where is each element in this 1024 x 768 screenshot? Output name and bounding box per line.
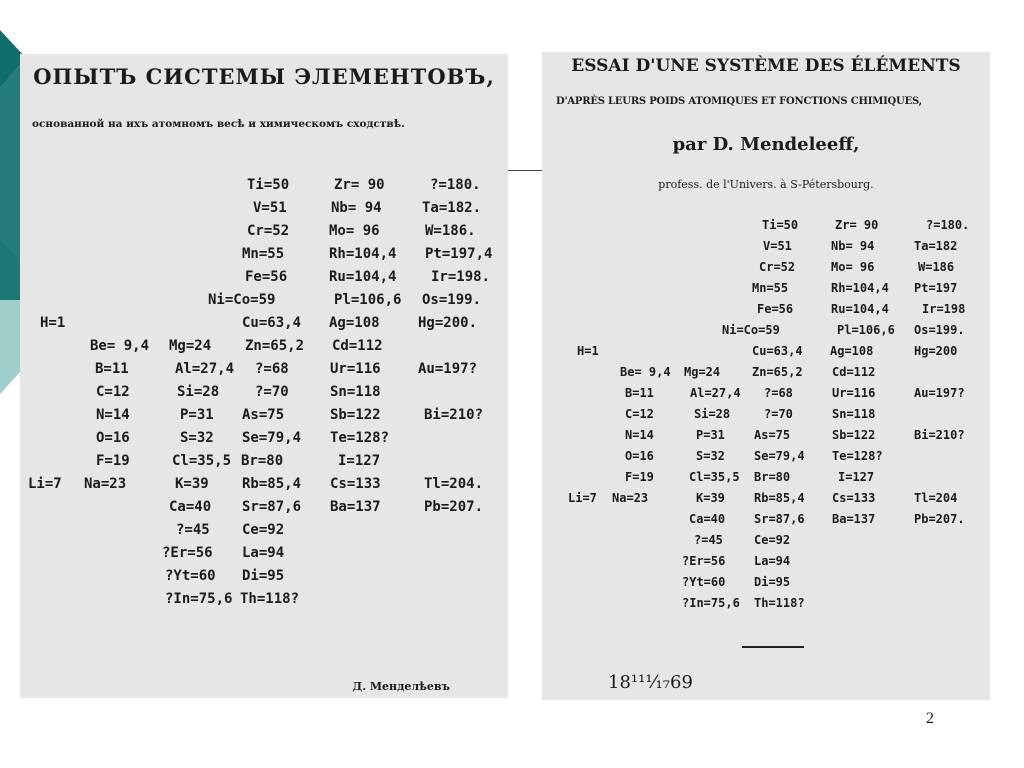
element-entry: Ur=116 xyxy=(330,361,381,377)
element-entry: Pt=197 xyxy=(914,281,958,295)
element-entry: Cl=35,5 xyxy=(689,470,740,484)
element-entry: K=39 xyxy=(175,476,209,492)
element-entry: H=1 xyxy=(577,344,599,358)
element-entry: Cr=52 xyxy=(247,223,290,239)
element-entry: Th=118? xyxy=(240,591,300,607)
element-entry: Ta=182 xyxy=(914,239,958,253)
element-entry: Se=79,4 xyxy=(754,449,805,463)
element-entry: Rh=104,4 xyxy=(329,246,397,262)
element-entry: ?=45 xyxy=(694,533,723,547)
element-entry: Be= 9,4 xyxy=(620,365,671,379)
element-entry: W=186. xyxy=(425,223,476,239)
element-entry: Te=128? xyxy=(832,449,883,463)
element-entry: I=127 xyxy=(838,470,875,484)
element-entry: P=31 xyxy=(696,428,725,442)
element-entry: As=75 xyxy=(754,428,791,442)
element-entry: ?=70 xyxy=(764,407,793,421)
element-entry: Th=118? xyxy=(754,596,805,610)
element-entry: Pb=207. xyxy=(914,512,965,526)
element-entry: S=32 xyxy=(180,430,214,446)
element-entry: Mg=24 xyxy=(169,338,212,354)
element-entry: Ti=50 xyxy=(762,218,799,232)
russian-subtitle: основанной на ихъ атомномъ весѣ и химическомъ сходствѣ. xyxy=(32,118,405,130)
french-periodic-table-image xyxy=(542,52,990,700)
element-entry: Nb= 94 xyxy=(331,200,382,216)
element-entry: Ag=108 xyxy=(329,315,380,331)
element-entry: Br=80 xyxy=(241,453,284,469)
element-entry: Zn=65,2 xyxy=(245,338,305,354)
element-entry: Ur=116 xyxy=(832,386,876,400)
element-entry: Sb=122 xyxy=(330,407,381,423)
element-entry: Al=27,4 xyxy=(175,361,235,377)
element-entry: Te=128? xyxy=(330,430,390,446)
element-entry: Bi=210? xyxy=(424,407,484,423)
element-entry: Li=7 xyxy=(28,476,62,492)
element-entry: Ni=Co=59 xyxy=(722,323,780,337)
element-entry: B=11 xyxy=(625,386,654,400)
french-divider-rule xyxy=(742,646,804,648)
element-entry: Tl=204. xyxy=(424,476,484,492)
element-entry: O=16 xyxy=(96,430,130,446)
element-entry: Ag=108 xyxy=(830,344,874,358)
element-entry: La=94 xyxy=(242,545,285,561)
element-entry: Zr= 90 xyxy=(835,218,879,232)
element-entry: La=94 xyxy=(754,554,791,568)
element-entry: Mg=24 xyxy=(684,365,721,379)
french-professor-line: profess. de l'Univers. à S-Pétersbourg. xyxy=(658,178,874,191)
element-entry: Tl=204 xyxy=(914,491,958,505)
element-entry: Rh=104,4 xyxy=(831,281,889,295)
element-entry: Cr=52 xyxy=(759,260,796,274)
element-entry: C=12 xyxy=(96,384,130,400)
element-entry: Ir=198 xyxy=(922,302,966,316)
element-entry: Li=7 xyxy=(568,491,597,505)
element-entry: Ta=182. xyxy=(422,200,482,216)
element-entry: Di=95 xyxy=(754,575,791,589)
element-entry: Os=199. xyxy=(914,323,965,337)
element-entry: F=19 xyxy=(625,470,654,484)
element-entry: H=1 xyxy=(40,315,66,331)
element-entry: Se=79,4 xyxy=(242,430,302,446)
russian-title: ОПЫТЪ СИСТЕМЫ ЭЛЕМЕНТОВЪ, xyxy=(33,64,495,89)
element-entry: P=31 xyxy=(180,407,214,423)
element-entry: ?=180. xyxy=(430,177,481,193)
element-entry: ?=68 xyxy=(255,361,289,377)
element-entry: Bi=210? xyxy=(914,428,965,442)
element-entry: Br=80 xyxy=(754,470,791,484)
element-entry: Rb=85,4 xyxy=(242,476,302,492)
element-entry: ?In=75,6 xyxy=(165,591,233,607)
element-entry: Nb= 94 xyxy=(831,239,875,253)
element-entry: Ir=198. xyxy=(431,269,491,285)
element-entry: ?Er=56 xyxy=(162,545,213,561)
element-entry: Sr=87,6 xyxy=(242,499,302,515)
element-entry: Ni=Co=59 xyxy=(208,292,276,308)
element-entry: Si=28 xyxy=(177,384,220,400)
element-entry: Pl=106,6 xyxy=(837,323,895,337)
element-entry: V=51 xyxy=(763,239,792,253)
element-entry: C=12 xyxy=(625,407,654,421)
element-entry: Au=197? xyxy=(418,361,478,377)
element-entry: Sr=87,6 xyxy=(754,512,805,526)
element-entry: Zr= 90 xyxy=(334,177,385,193)
russian-signature: Д. Менделѣевъ xyxy=(352,680,450,693)
element-entry: Cu=63,4 xyxy=(242,315,302,331)
element-entry: ?=70 xyxy=(255,384,289,400)
element-entry: F=19 xyxy=(96,453,130,469)
element-entry: Rb=85,4 xyxy=(754,491,805,505)
element-entry: ?Er=56 xyxy=(682,554,726,568)
element-entry: N=14 xyxy=(625,428,654,442)
element-entry: Fe=56 xyxy=(245,269,288,285)
element-entry: Zn=65,2 xyxy=(752,365,803,379)
element-entry: ?=68 xyxy=(764,386,793,400)
element-entry: Cs=133 xyxy=(832,491,876,505)
element-entry: ?In=75,6 xyxy=(682,596,740,610)
element-entry: ?Yt=60 xyxy=(165,568,216,584)
element-entry: Sn=118 xyxy=(832,407,876,421)
element-entry: Sn=118 xyxy=(330,384,381,400)
element-entry: V=51 xyxy=(253,200,287,216)
element-entry: Ce=92 xyxy=(754,533,791,547)
element-entry: Di=95 xyxy=(242,568,285,584)
element-entry: Ti=50 xyxy=(247,177,290,193)
element-entry: Os=199. xyxy=(422,292,482,308)
element-entry: O=16 xyxy=(625,449,654,463)
element-entry: Ba=137 xyxy=(330,499,381,515)
element-entry: Mo= 96 xyxy=(831,260,875,274)
french-date: 18¹¹¹⁄₁₇69 xyxy=(608,672,693,693)
element-entry: Hg=200. xyxy=(418,315,478,331)
element-entry: Cs=133 xyxy=(330,476,381,492)
element-entry: S=32 xyxy=(696,449,725,463)
element-entry: ?=45 xyxy=(176,522,210,538)
element-entry: Pt=197,4 xyxy=(425,246,493,262)
french-subtitle: D'APRÈS LEURS POIDS ATOMIQUES ET FONCTIONS CHIMIQUES, xyxy=(556,96,922,107)
element-entry: Sb=122 xyxy=(832,428,876,442)
page-number: 2 xyxy=(926,710,934,727)
element-entry: B=11 xyxy=(95,361,129,377)
element-entry: Ce=92 xyxy=(242,522,285,538)
element-entry: N=14 xyxy=(96,407,130,423)
element-entry: Si=28 xyxy=(694,407,731,421)
element-entry: W=186 xyxy=(918,260,955,274)
element-entry: Pl=106,6 xyxy=(334,292,402,308)
element-entry: Ru=104,4 xyxy=(329,269,397,285)
element-entry: Na=23 xyxy=(612,491,649,505)
element-entry: Cd=112 xyxy=(832,365,876,379)
element-entry: Ru=104,4 xyxy=(831,302,889,316)
element-entry: Ca=40 xyxy=(169,499,212,515)
element-entry: ?=180. xyxy=(926,218,970,232)
element-entry: Na=23 xyxy=(84,476,127,492)
element-entry: Mn=55 xyxy=(242,246,285,262)
element-entry: Pb=207. xyxy=(424,499,484,515)
element-entry: Cl=35,5 xyxy=(172,453,232,469)
element-entry: Be= 9,4 xyxy=(90,338,150,354)
element-entry: Fe=56 xyxy=(757,302,794,316)
element-entry: Cu=63,4 xyxy=(752,344,803,358)
element-entry: Hg=200 xyxy=(914,344,958,358)
element-entry: Mn=55 xyxy=(752,281,789,295)
element-entry: K=39 xyxy=(696,491,725,505)
element-entry: Ca=40 xyxy=(689,512,726,526)
element-entry: Al=27,4 xyxy=(690,386,741,400)
element-entry: Ba=137 xyxy=(832,512,876,526)
russian-periodic-table-image xyxy=(20,54,508,698)
french-title: ESSAI D'UNE SYSTÈME DES ÉLÉMENTS xyxy=(571,56,961,76)
connector-line xyxy=(508,170,542,171)
element-entry: Cd=112 xyxy=(332,338,383,354)
french-author-line: par D. Mendeleeff, xyxy=(672,134,860,155)
element-entry: ?Yt=60 xyxy=(682,575,726,589)
element-entry: As=75 xyxy=(242,407,285,423)
element-entry: I=127 xyxy=(338,453,381,469)
element-entry: Mo= 96 xyxy=(329,223,380,239)
element-entry: Au=197? xyxy=(914,386,965,400)
